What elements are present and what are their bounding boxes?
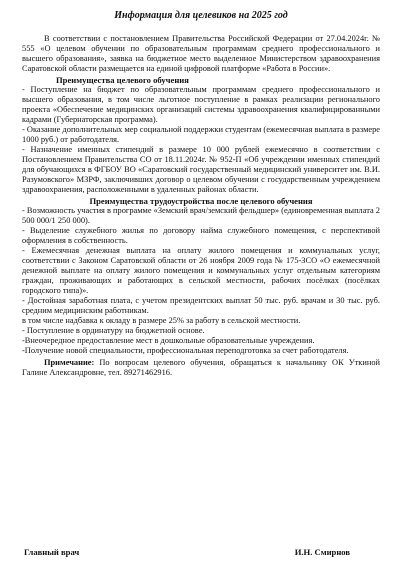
signature-block xyxy=(24,547,380,557)
benefit-item: - Оказание дополнительных мер социальной поддержки студентам (ежемесячная выплата в размере 1000 руб.) от работодателя. xyxy=(22,125,380,144)
employment-benefit-item: - Поступление в ординатуру на бюджетной основе. xyxy=(22,326,205,335)
employment-benefit-item: -Внеочередное предоставление мест в дошкольные образовательные учреждения. xyxy=(22,336,315,345)
intro-paragraph: В соответствии с постановлением Правительства Российской Федерации от 27.04.2024г. № 555 «О целевом обучении по образовательным программам среднего профессионального и высшего образования», заявка на бюджетное место выделенное Министерством здравоохранения Саратовской области размещается на единой цифровой платформе «Работа в России». xyxy=(22,34,380,73)
note-text: По вопросам целевого обучения, обращаться к начальнику ОК Уткиной Галине Александровне, тел. 89271462916. xyxy=(22,358,380,377)
employment-benefit-item: - Достойная заработная плата, с учетом президентских выплат 50 тыс. руб. врачам и 30 тыс. руб. средним медицинским работникам. xyxy=(22,296,380,315)
note-label: Примечание: xyxy=(44,358,95,367)
employment-benefit-item: - Выделение служебного жилья по договору найма служебного помещения, с перспективой оформления в собственность. xyxy=(22,226,380,245)
employment-benefit-item: - Возможность участия в программе «Земский врач/земский фельдшер» (единовременная выплата 2 500 000/1 250 000). xyxy=(22,206,380,225)
employment-benefit-item: - Ежемесячная денежная выплата на оплату жилого помещения и коммунальных услуг, соответствии с Законом Саратовской области от 26 ноября 2009 года № 175-ЗСО «О ежемесячной денежной выплате на оплату жилого помещения и коммунальных услуг отдельным категориям граждан, проживающих и работающих в сельской местности, рабочих посёлках (посёлках городского типа)». xyxy=(22,246,380,295)
section-heading-target-training: Преимущества целевого обучения xyxy=(56,75,189,85)
benefit-item: - Назначение именных стипендий в размере 10 000 рублей ежемесячно в соответствии с Постановлением Правительства СО от 18.11.2024г. № 952-П «Об учреждении именных стипендий для обучающихся в ФГБОУ ВО «Саратовский государственный медицинский университет им. В.И. Разумовского» МЗРФ, заключивших договор о целевом обучении с государственным учреждением здравоохранения, расположенными в удаленных районах области. xyxy=(22,145,380,194)
signer-name: И.Н. Смирнов xyxy=(294,547,350,557)
note-paragraph xyxy=(22,358,380,378)
document-title: Информация для целевиков на 2025 год xyxy=(114,10,288,21)
employment-benefit-item: в том числе надбавка к окладу в размере 25% за работу в сельской местности. xyxy=(22,316,301,325)
employment-benefit-item: -Получение новой специальности, профессиональная переподготовка за счет работодателя. xyxy=(22,346,349,355)
signer-position: Главный врач xyxy=(24,547,80,557)
benefit-item: - Поступление на бюджет по образовательным программам среднего профессионального и высшего образования, в том числе льготное поступление в рамках реализации регионального проекта «Обеспечение медицинских организаций системы здравоохранения квалифицированными кадрами (Губернаторская программа). xyxy=(22,85,380,124)
section-heading-employment: Преимущества трудоустройства после целевого обучения xyxy=(89,196,313,206)
